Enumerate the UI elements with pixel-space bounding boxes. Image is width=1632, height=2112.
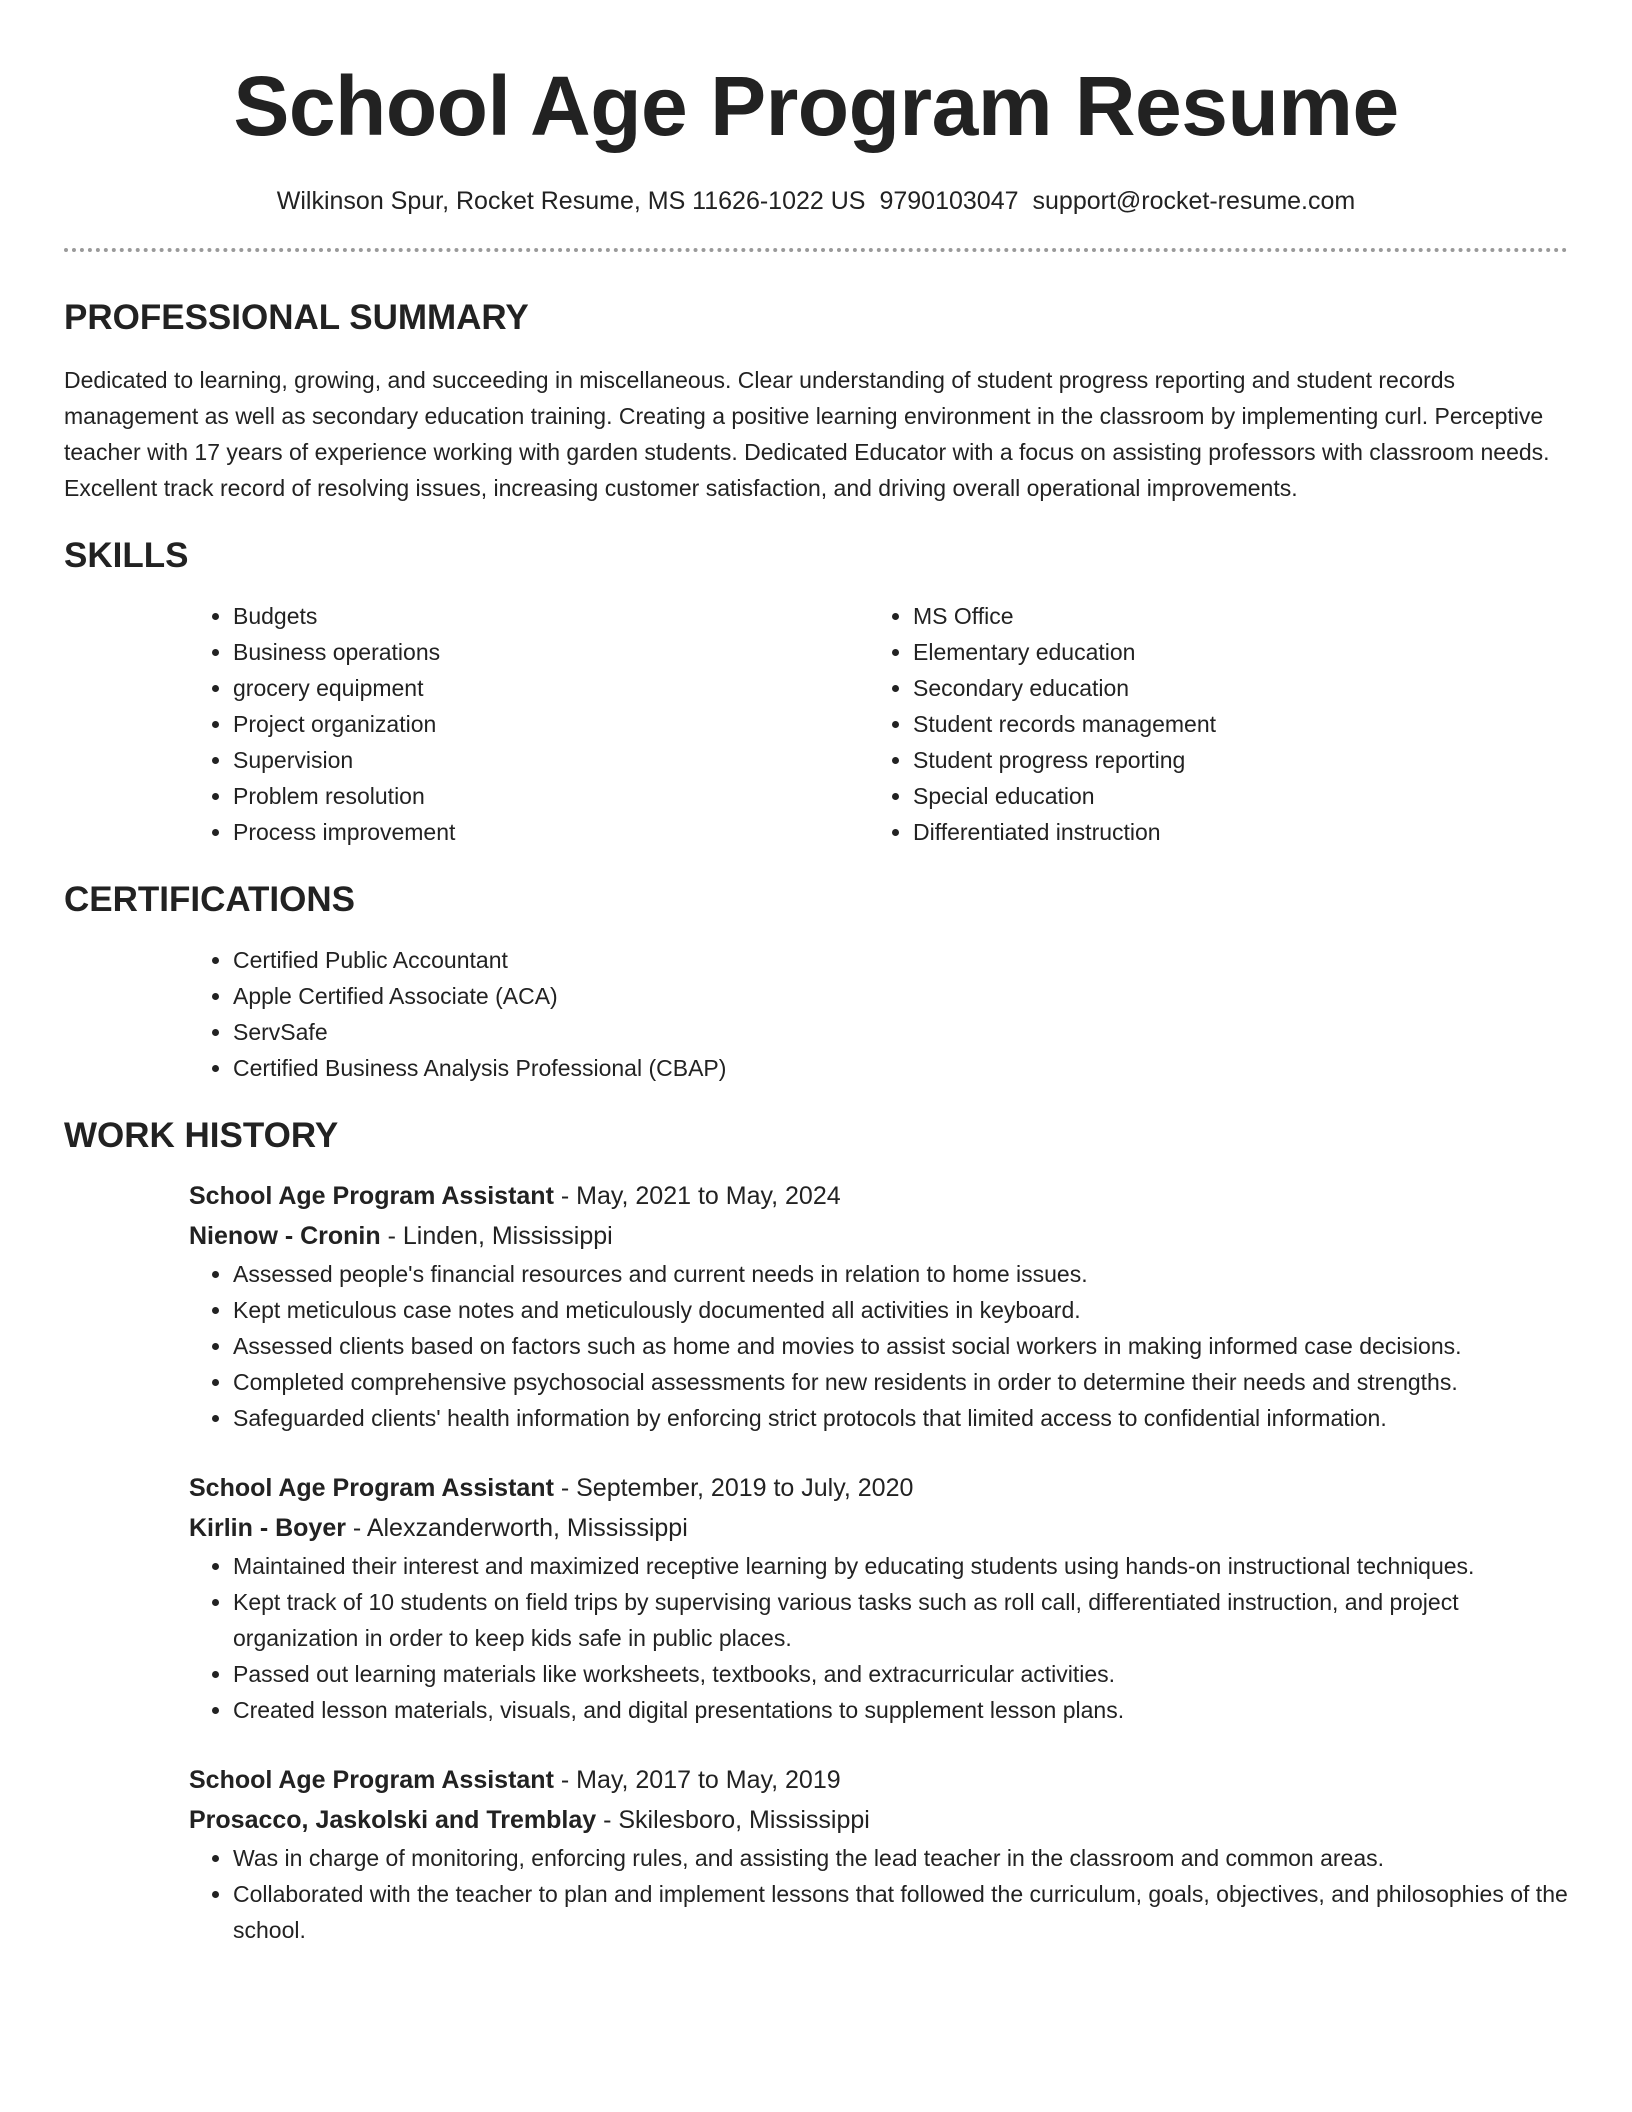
- job-bullet: • Created lesson materials, visuals, and digital presentations to supplement lesson plans.: [233, 1692, 1568, 1728]
- job-dates: - September, 2019 to July, 2020: [553, 1474, 914, 1502]
- job-title-line: [189, 1176, 1568, 1216]
- skill-item: • Elementary education: [913, 634, 1549, 670]
- job-bullet-list: [189, 1256, 1568, 1436]
- job-dates: - May, 2017 to May, 2019: [553, 1766, 841, 1794]
- skill-item: • Student records management: [913, 706, 1549, 742]
- resume-title: School Age Program Resume: [233, 59, 1399, 153]
- job-dates: - May, 2021 to May, 2024: [553, 1182, 841, 1210]
- job-location: - Alexzanderworth, Mississippi: [345, 1514, 688, 1542]
- skills-right-list: [869, 598, 1549, 850]
- skill-item: • Supervision: [233, 742, 869, 778]
- job-title: School Age Program Assistant: [189, 1182, 554, 1210]
- certifications-section: [64, 878, 1568, 1086]
- resume-header: [0, 0, 1632, 218]
- certification-item: • Certified Public Accountant: [233, 942, 1568, 978]
- job-company-line: [189, 1216, 1568, 1256]
- job-entry: [189, 1176, 1568, 1436]
- job-entry: [189, 1760, 1568, 1948]
- skill-item: • Budgets: [233, 598, 869, 634]
- skill-item: • Special education: [913, 778, 1549, 814]
- skill-item: • Differentiated instruction: [913, 814, 1549, 850]
- summary-section: [64, 296, 1568, 506]
- skill-item: • Process improvement: [233, 814, 869, 850]
- job-location: - Skilesboro, Mississippi: [596, 1806, 870, 1834]
- header-divider: [64, 248, 1568, 252]
- job-bullet: • Was in charge of monitoring, enforcing rules, and assisting the lead teacher in the classroom and common areas.: [233, 1840, 1568, 1876]
- job-title: School Age Program Assistant: [189, 1766, 554, 1794]
- job-title: School Age Program Assistant: [189, 1474, 554, 1502]
- job-company: Prosacco, Jaskolski and Tremblay: [189, 1806, 597, 1834]
- certification-item: • Certified Business Analysis Professional (CBAP): [233, 1050, 1568, 1086]
- skills-section: [64, 534, 1568, 850]
- certification-item: • ServSafe: [233, 1014, 1568, 1050]
- job-bullet: • Kept meticulous case notes and meticulously documented all activities in keyboard.: [233, 1292, 1568, 1328]
- job-bullet: • Maintained their interest and maximized receptive learning by educating students using hands-on instructional techniques.: [233, 1548, 1568, 1584]
- job-title-line: [189, 1760, 1568, 1800]
- job-bullet: • Completed comprehensive psychosocial assessments for new residents in order to determine their needs and strengths.: [233, 1364, 1568, 1400]
- skills-left-list: [189, 598, 869, 850]
- skill-item: • Secondary education: [913, 670, 1549, 706]
- job-bullet-list: [189, 1548, 1568, 1728]
- job-bullet: • Assessed clients based on factors such as home and movies to assist social workers in making informed case decisions.: [233, 1328, 1568, 1364]
- certifications-heading: CERTIFICATIONS: [64, 880, 356, 919]
- certification-item: • Apple Certified Associate (ACA): [233, 978, 1568, 1014]
- contact-line: [0, 184, 1632, 218]
- skill-item: • MS Office: [913, 598, 1549, 634]
- job-company-line: [189, 1800, 1568, 1840]
- work-history-section: [64, 1114, 1568, 1948]
- job-location: - Linden, Mississippi: [380, 1222, 613, 1250]
- job-bullet: • Passed out learning materials like worksheets, textbooks, and extracurricular activities.: [233, 1656, 1568, 1692]
- work-history-heading: WORK HISTORY: [64, 1116, 339, 1155]
- job-bullet: • Safeguarded clients' health information by enforcing strict protocols that limited access to confidential information.: [233, 1400, 1568, 1436]
- job-bullet: • Assessed people's financial resources and current needs in relation to home issues.: [233, 1256, 1568, 1292]
- job-title-line: [189, 1468, 1568, 1508]
- certifications-list: [189, 942, 1568, 1086]
- certifications-body: [189, 942, 1568, 1086]
- job-company-line: [189, 1508, 1568, 1548]
- skills-left-column: [189, 598, 869, 850]
- contact-phone: 9790103047: [879, 187, 1019, 215]
- job-company: Kirlin - Boyer: [189, 1514, 346, 1542]
- job-bullet-list: [189, 1840, 1568, 1948]
- job-company: Nienow - Cronin: [189, 1222, 381, 1250]
- skill-item: • Business operations: [233, 634, 869, 670]
- skills-heading: SKILLS: [64, 536, 189, 575]
- skills-right-column: [869, 598, 1549, 850]
- skill-item: • Problem resolution: [233, 778, 869, 814]
- contact-email: support@rocket-resume.com: [1032, 187, 1356, 215]
- summary-heading: PROFESSIONAL SUMMARY: [64, 298, 529, 337]
- skills-columns: [189, 598, 1568, 850]
- job-bullet: • Kept track of 10 students on field trips by supervising various tasks such as roll call, differentiated instruction, and project organization in order to keep kids safe in public places.: [233, 1584, 1568, 1656]
- contact-address: Wilkinson Spur, Rocket Resume, MS 11626-1022 US: [276, 187, 866, 215]
- skill-item: • Project organization: [233, 706, 869, 742]
- job-entry: [189, 1468, 1568, 1728]
- skill-item: • grocery equipment: [233, 670, 869, 706]
- job-bullet: • Collaborated with the teacher to plan and implement lessons that followed the curriculum, goals, objectives, and philosophies of the school.: [233, 1876, 1568, 1948]
- summary-text: Dedicated to learning, growing, and succeeding in miscellaneous. Clear understanding of student progress reporting and student records management as well as secondary education training. Creating a positive learning environment in the classroom by implementing curl. Perceptive teacher with 17 years of experience working with garden students. Dedicated Educator with a focus on assisting professors with classroom needs. Excellent track record of resolving issues, increasing customer satisfaction, and driving overall operational improvements.: [64, 367, 1550, 501]
- skill-item: • Student progress reporting: [913, 742, 1549, 778]
